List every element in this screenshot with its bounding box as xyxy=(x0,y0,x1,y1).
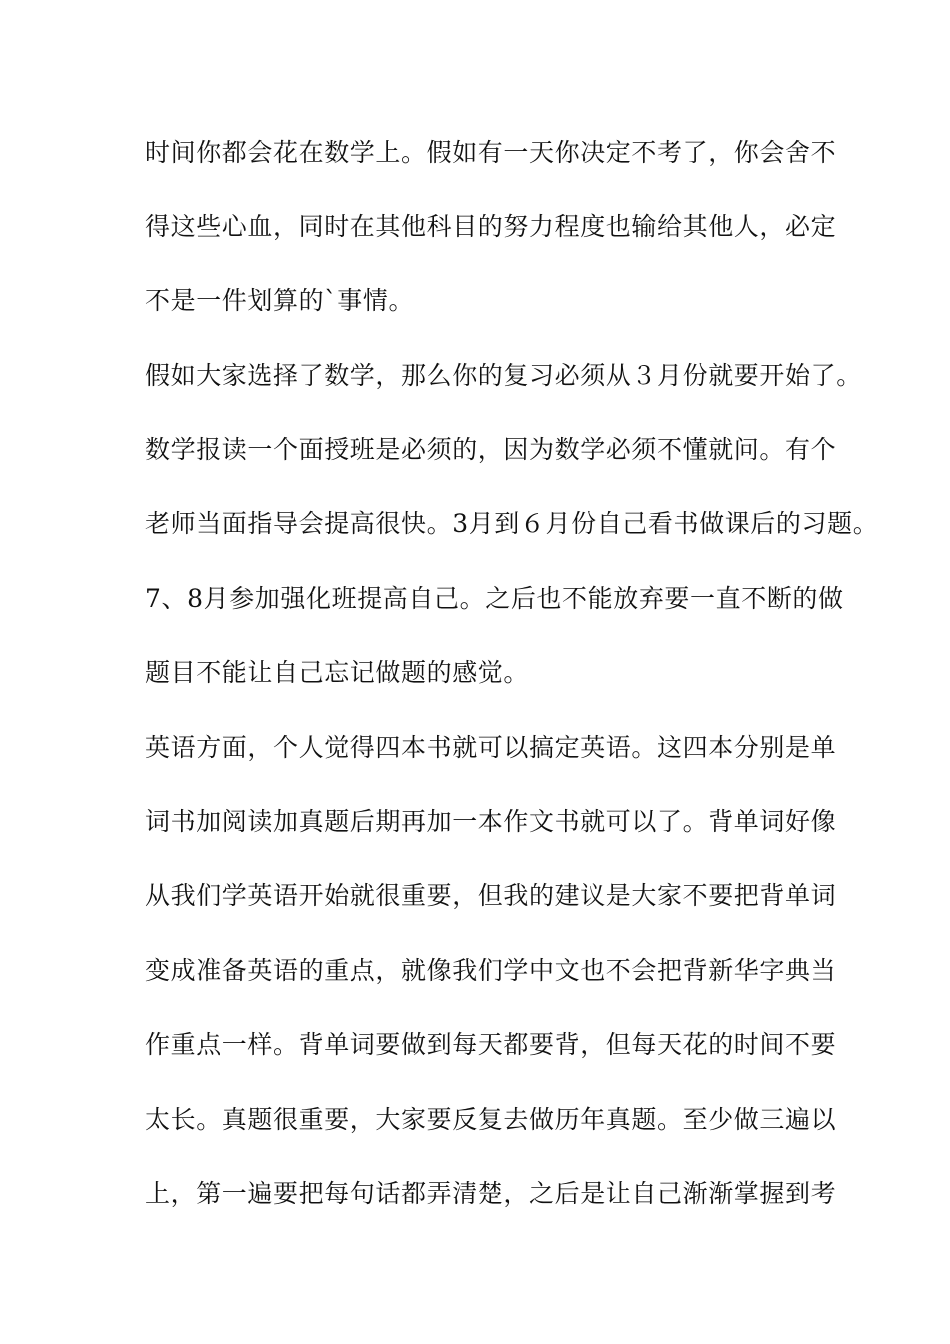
paragraph-line: 得这些心血，同时在其他科目的努力程度也输给其他人，必定 xyxy=(145,212,837,241)
paragraph-line: 词书加阅读加真题后期再加一本作文书就可以了。背单词好像 xyxy=(145,807,837,836)
paragraph-line: 英语方面，个人觉得四本书就可以搞定英语。这四本分别是单 xyxy=(145,733,837,762)
paragraph-line: 时间你都会花在数学上。假如有一天你决定不考了，你会舍不 xyxy=(145,138,837,167)
paragraph-line: 上，第一遍要把每句话都弄清楚，之后是让自己渐渐掌握到考 xyxy=(145,1179,837,1208)
paragraph-line: 题目不能让自己忘记做题的感觉。 xyxy=(145,658,530,687)
paragraph-line: 老师当面指导会提高很快。3月到６月份自己看书做课后的习题。 xyxy=(145,509,879,538)
paragraph-line: 数学报读一个面授班是必须的，因为数学必须不懂就问。有个 xyxy=(145,435,837,464)
paragraph-line: 作重点一样。背单词要做到每天都要背，但每天花的时间不要 xyxy=(145,1030,837,1059)
paragraph-line: 假如大家选择了数学，那么你的复习必须从３月份就要开始了。 xyxy=(145,361,862,390)
paragraph-line: 太长。真题很重要，大家要反复去做历年真题。至少做三遍以 xyxy=(145,1105,837,1134)
paragraph-line: 变成准备英语的重点，就像我们学中文也不会把背新华字典当 xyxy=(145,956,837,985)
paragraph-line: 不是一件划算的`事情。 xyxy=(145,286,415,315)
paragraph-line: 7、8月参加强化班提高自己。之后也不能放弃要一直不断的做 xyxy=(145,584,844,613)
paragraph-line: 从我们学英语开始就很重要，但我的建议是大家不要把背单词 xyxy=(145,881,837,910)
